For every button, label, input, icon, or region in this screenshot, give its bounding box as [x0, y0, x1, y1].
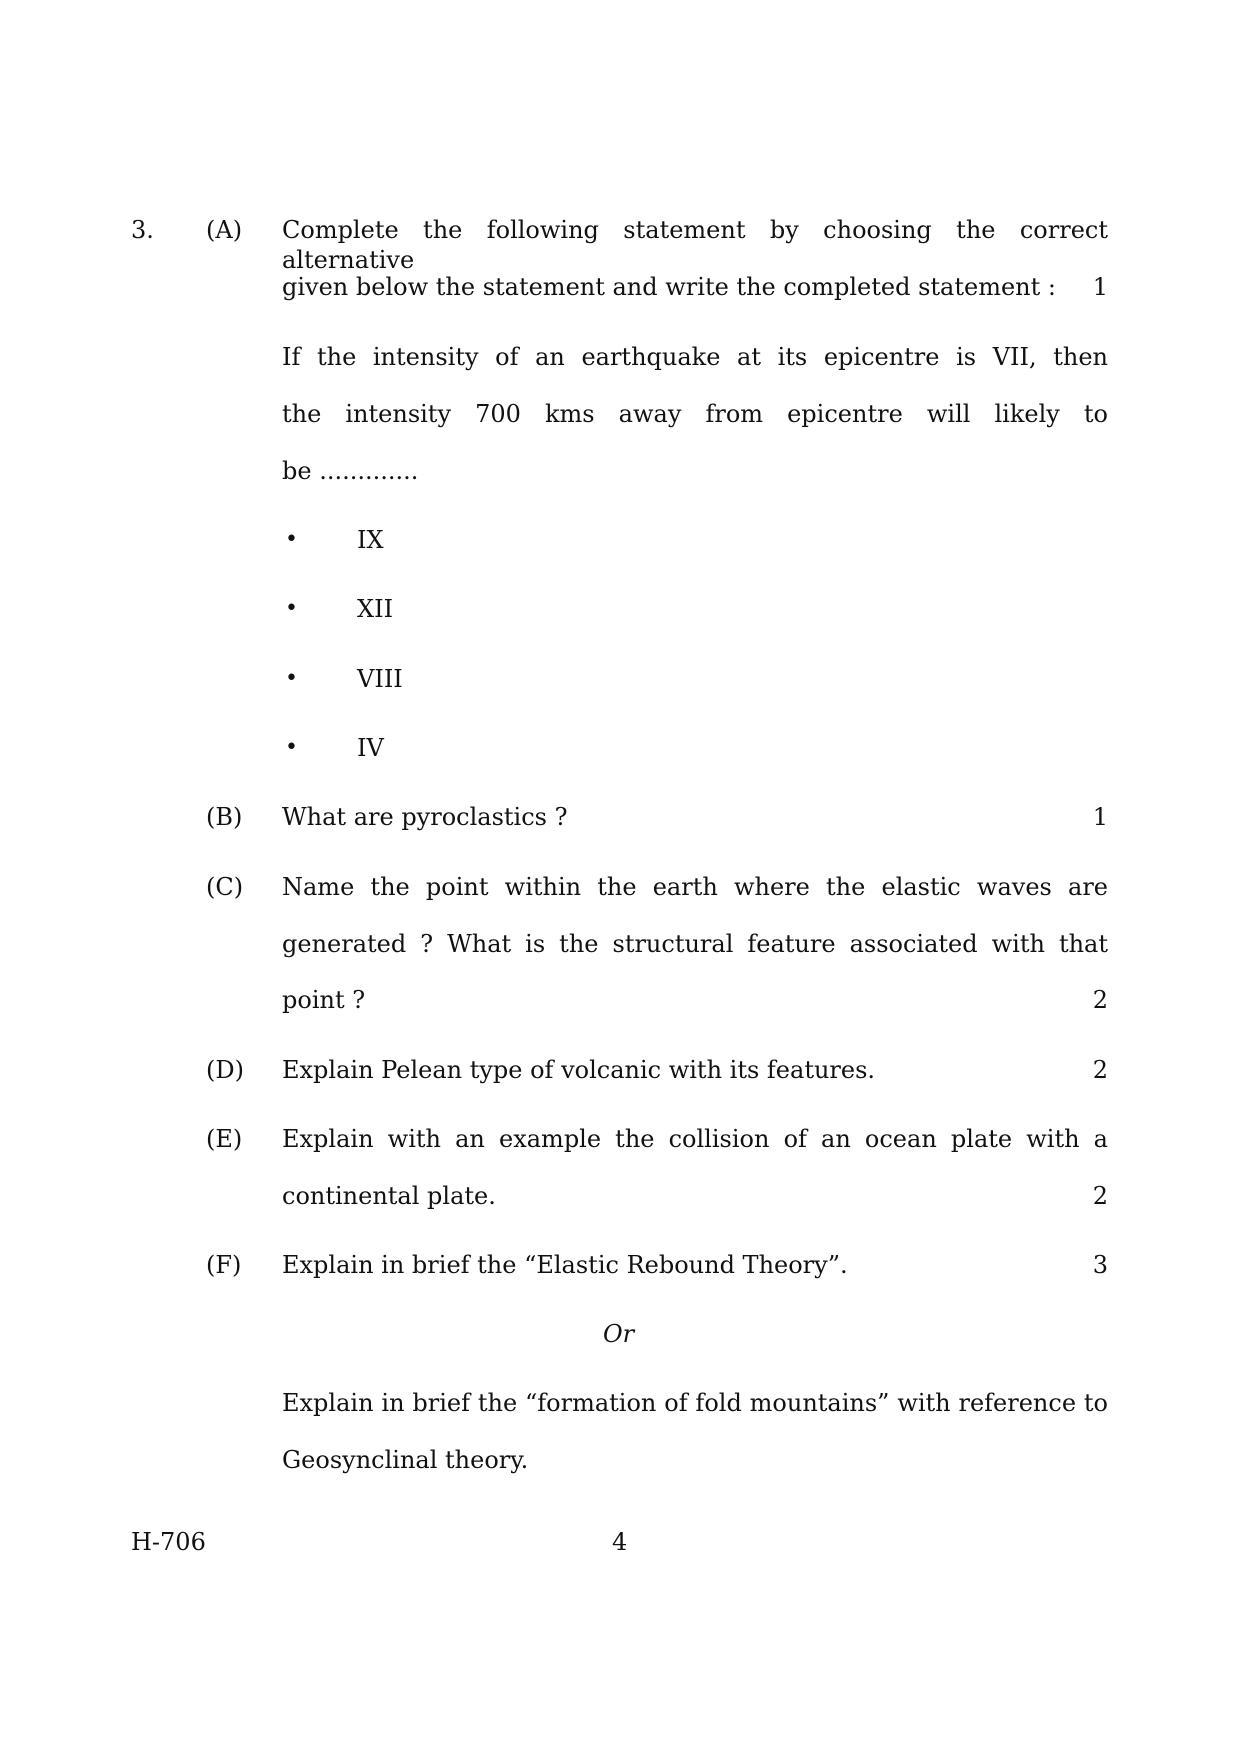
part-a-label: (A)	[206, 216, 243, 244]
part-e-label: (E)	[206, 1125, 243, 1153]
part-a-line-1: Complete the following statement by choosing the correct alternative	[282, 216, 1108, 274]
part-f-alt-line-1: Explain in brief the “formation of fold mountains” with reference to	[282, 1389, 1108, 1417]
part-c-label: (C)	[206, 873, 244, 901]
part-b-marks: 1	[1092, 803, 1108, 831]
page-number: 4	[612, 1528, 628, 1556]
part-f-line-1: Explain in brief the “Elastic Rebound Theory”.	[282, 1251, 848, 1279]
part-a-stem-line-1: If the intensity of an earthquake at its epicentre is VII, then	[282, 343, 1108, 371]
part-f-alt-line-2: Geosynclinal theory.	[282, 1446, 529, 1474]
part-d-marks: 2	[1092, 1056, 1108, 1084]
part-a-stem-line-2: the intensity 700 kms away from epicentre will likely to	[282, 400, 1108, 428]
part-e-line-1: Explain with an example the collision of an ocean plate with a	[282, 1125, 1108, 1153]
part-c-line-3: point ?	[282, 986, 366, 1014]
or-separator: Or	[603, 1320, 635, 1348]
bullet-icon: •	[285, 735, 298, 760]
bullet-icon: •	[285, 527, 298, 552]
option-4: IV	[357, 734, 384, 762]
part-c-line-2: generated ? What is the structural feature associated with that	[282, 930, 1108, 958]
part-d-label: (D)	[206, 1056, 244, 1084]
part-e-line-2: continental plate.	[282, 1182, 496, 1210]
part-b-line-1: What are pyroclastics ?	[282, 803, 568, 831]
question-number: 3.	[131, 216, 154, 244]
paper-code: H-706	[131, 1528, 206, 1556]
option-3: VIII	[357, 665, 403, 693]
part-d-line-1: Explain Pelean type of volcanic with its features.	[282, 1056, 876, 1084]
part-b-label: (B)	[206, 803, 243, 831]
part-c-marks: 2	[1092, 986, 1108, 1014]
bullet-icon: •	[285, 666, 298, 691]
option-1: IX	[357, 526, 384, 554]
part-a-stem-line-3: be .............	[282, 457, 419, 485]
option-2: XII	[357, 595, 394, 623]
part-c-line-1: Name the point within the earth where the elastic waves are	[282, 873, 1108, 901]
part-e-marks: 2	[1092, 1182, 1108, 1210]
part-a-marks: 1	[1092, 273, 1108, 301]
part-f-label: (F)	[206, 1251, 242, 1279]
part-a-line-2: given below the statement and write the completed statement :	[282, 273, 1056, 301]
bullet-icon: •	[285, 596, 298, 621]
part-f-marks: 3	[1092, 1251, 1108, 1279]
